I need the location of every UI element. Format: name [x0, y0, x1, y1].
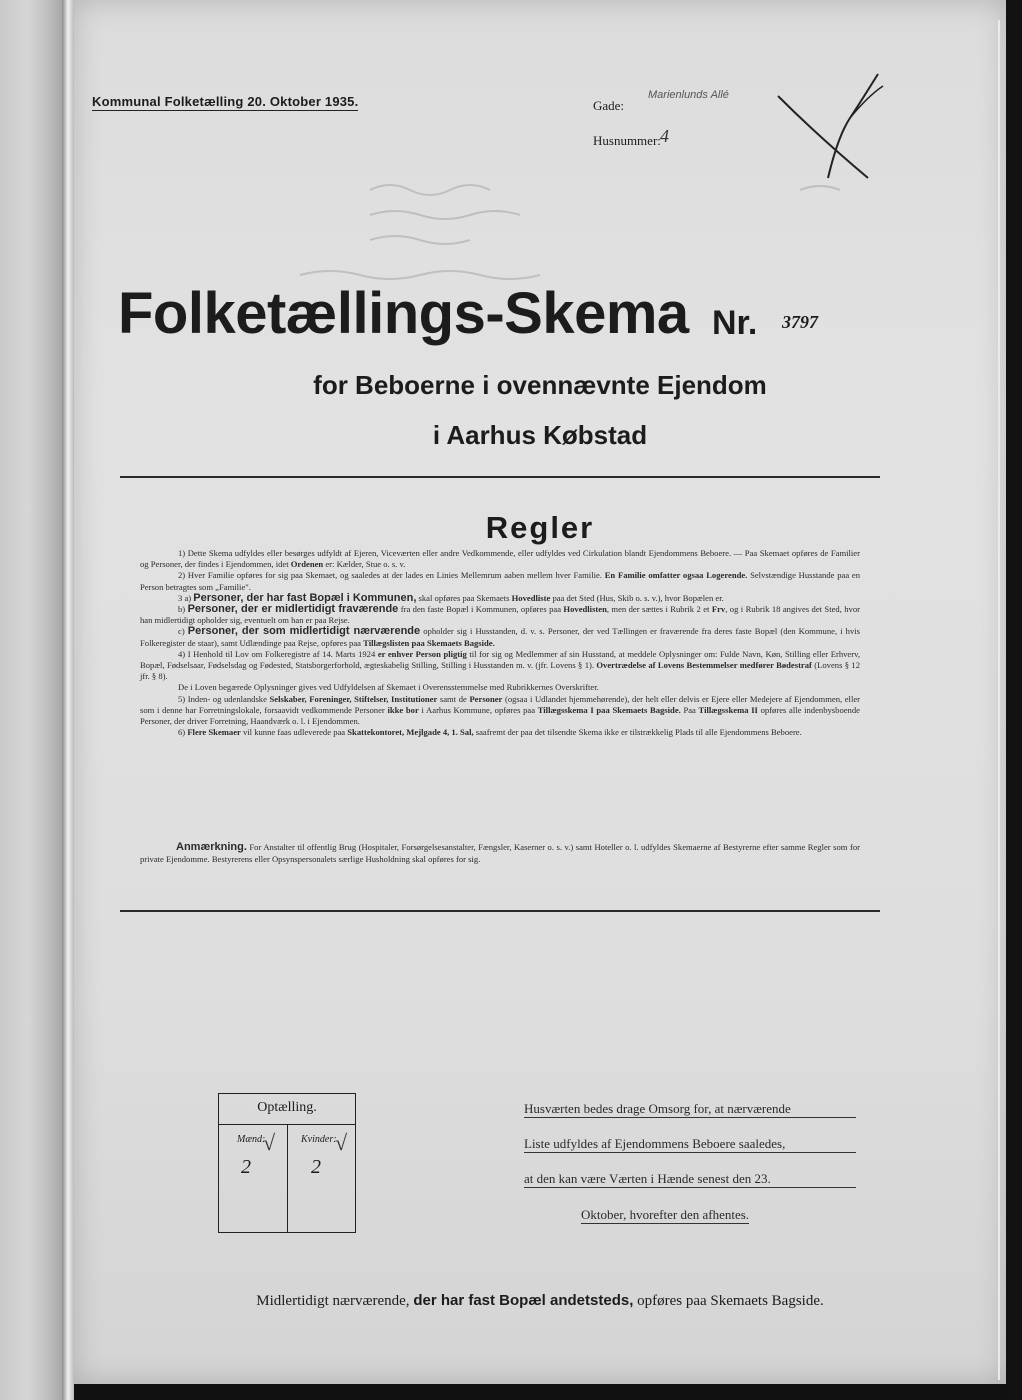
instruction-line-1: Husværten bedes drage Omsorg for, at nærværende [524, 1101, 856, 1118]
remark-text: For Anstalter til offentlig Brug (Hospitaler, Forsørgelsesanstalter, Fængsler, Kaserner o. s. v.) samt Hoteller o. l. udfyldes Skemaerne af Bestyrerne efter samme Regler som for private Ejendomme. Bestyrerens eller Opsynspersonalets særlige Husholdning skal opføres for sig. [140, 842, 860, 864]
rule-4: 4) I Henhold til Lov om Folkeregistre af 14. Marts 1924 er enhver Person pligtig til for sig og Medlemmer af sin Husstand, at meddele Oplysninger om: Fulde Navn, Køn, Stilling eller Erhverv, Bopæl, Fødselsaar, Fødselsdag og Fødested, Statsborgerforhold, ægteskabelig Stilling, Stilling i Husstanden m. v. (jfr. Lovens § 1). Overtrædelse af Lovens Bestemmelser medfører Bødestraf (Lovens § 12 jfr. § 8). [140, 648, 861, 682]
rule-6: 6) Flere Skemaer vil kunne faas udleverede paa Skattekontoret, Mejlgade 4, 1. Sal, saafremt der paa det tilsendte Skema ikke er tilstrækkelig Plads til alle Ejendommens Beboere. [178, 727, 802, 738]
rule-4-note: De i Loven begærede Oplysninger gives ved Udfyldelsen af Skemaet i Overensstemmelse med Rubrikkernes Overskrifter. [178, 682, 599, 693]
count-box [218, 1093, 356, 1233]
book-spine [0, 0, 70, 1400]
spine-fold [62, 0, 74, 1400]
house-number-label: Husnummer: [593, 133, 661, 148]
street-value: Marienlunds Allé [648, 89, 729, 101]
rules-heading: Regler [485, 510, 595, 545]
men-count: 2 [241, 1156, 251, 1178]
check-mark-icon: √ [263, 1130, 276, 1155]
form-title: Folketællings-Skema [118, 281, 689, 346]
men-label: Mænd: [237, 1134, 266, 1145]
women-label: Kvinder: [301, 1134, 337, 1145]
house-number-value: 4 [660, 126, 669, 146]
divider [120, 910, 880, 912]
street-label: Gade: [593, 98, 625, 113]
subtitle-line-2: i Aarhus Købstad [432, 420, 648, 450]
divider [120, 476, 880, 478]
rule-3c: c) Personer, der som midlertidigt nærværende opholder sig i Husstanden, d. v. s. Personer, der ved Tællingen er fraværende fra deres faste Bopæl (den Kommune, i hvis Folkeregister de staar), samt Udlændinge paa Rejse, opføres paa Tillægslisten paa Skemaets Bagside. [140, 625, 860, 648]
bleed-through-handwriting [100, 150, 860, 300]
page-edge-line [998, 20, 1000, 1380]
check-mark-icon: √ [335, 1130, 348, 1155]
form-number-value: 3797 [782, 312, 818, 332]
page-edge [1006, 0, 1022, 1400]
rule-5: 5) Inden- og udenlandske Selskaber, Foreninger, Stiftelser, Institutioner samt de Personer (ogsaa i Udlandet hjemmehørende), der helt eller delvis er Ejere eller Medejere af Ejendommen, eller som i denne har Forretningslokale, forsaavidt vedkommende Personer ikke bor i Aarhus Kommune, opføres paa Tillægsskema I paa Skemaets Bagside. Paa Tillægsskema II opføres alle indenbysboende Personer, der driver Forretning, Haandværk o. l. i Ejendommen. [140, 693, 861, 727]
remark-label: Anmærkning. [176, 841, 247, 853]
remark [140, 842, 860, 865]
footer-note: Midlertidigt nærværende, der har fast Bopæl andetsteds, opføres paa Skemaets Bagside. [256, 1292, 824, 1309]
rule-2: 2) Hver Familie opføres for sig paa Skemaet, og saaledes at der lades en Linies Mellemrum aaben mellem hver Familie. En Familie omfatter ogsaa Logerende. Selvstændige Husstande paa en Person betragtes som „Familie". [140, 570, 860, 592]
count-title: Optælling. [257, 1100, 317, 1115]
instruction-line-2: Liste udfyldes af Ejendommens Beboere saaledes, [524, 1136, 856, 1153]
rules-text [140, 548, 860, 738]
rule-3b: b) Personer, der er midlertidigt fraværende fra den faste Bopæl i Kommunen, opføres paa Hovedlisten, men der sættes i Rubrik 2 et Frv, og i Rubrik 18 angives det Sted, hvor han midlertidigt opholder sig, eventuelt om han er paa Rejse. [140, 603, 861, 626]
subtitle-line-1: for Beboerne i ovennævnte Ejendom [313, 370, 767, 400]
rule-3a: 3 a) Personer, der har fast Bopæl i Kommunen, skal opføres paa Skemaets Hovedliste paa det Sted (Hus, Skib o. s. v.), hvor Bopælen er. [178, 591, 724, 604]
instruction-line-4: Oktober, hvorefter den afhentes. [581, 1207, 750, 1222]
count-box-divider [287, 1125, 288, 1232]
rule-1: 1) Dette Skema udfyldes eller besørges udfyldt af Ejeren, Viceværten eller andre Vedkommende, eller udfyldes ved Cirkulation blandt Ejendommens Beboere. — Paa Skemaet opføres de Familier og Personer, der findes i Ejendommen, idet Ordenen er: Kælder, Stue o. s. v. [140, 548, 860, 570]
women-count: 2 [311, 1156, 321, 1178]
census-header: Kommunal Folketælling 20. Oktober 1935. [92, 94, 359, 109]
form-number-label: Nr. [712, 304, 758, 342]
cross-out-mark [768, 66, 888, 186]
instruction-line-3: at den kan være Værten i Hænde senest den 23. [524, 1171, 856, 1188]
